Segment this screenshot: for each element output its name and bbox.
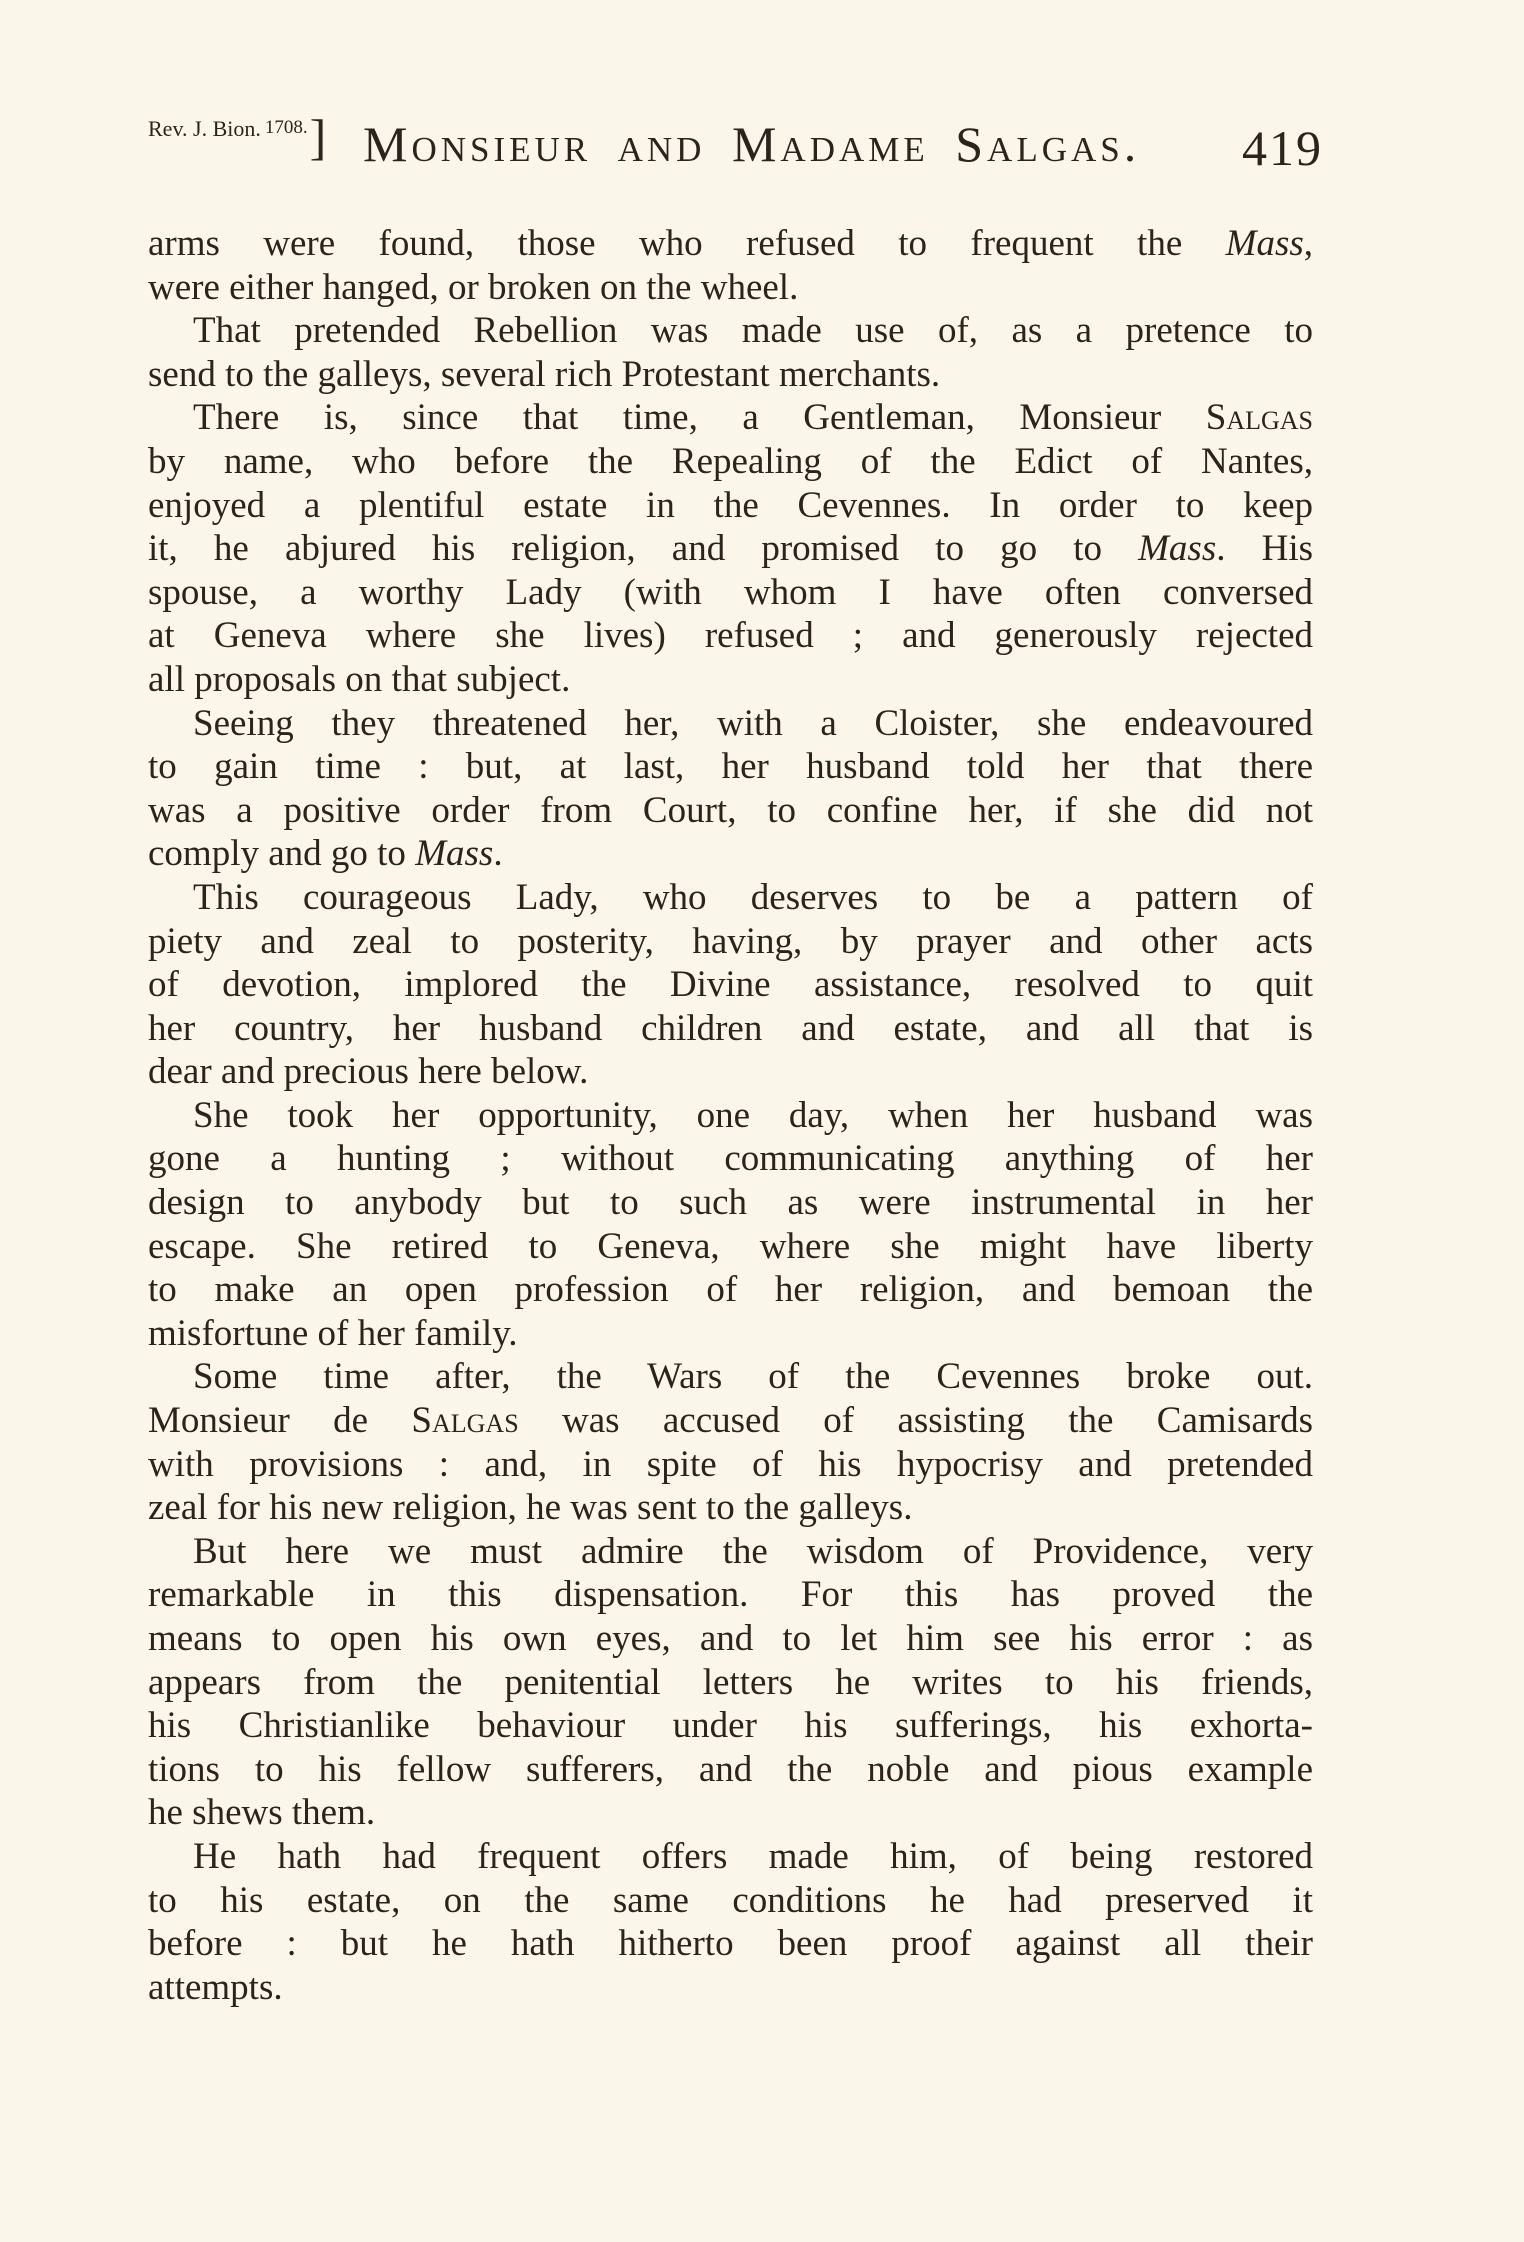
text-run: arms were found, those who refused to frequent the: [148, 223, 1226, 264]
text-line: [148, 1137, 1313, 1181]
text-line: [148, 1966, 1313, 2010]
text-line: [148, 1007, 1313, 1051]
text-line: [148, 1050, 1313, 1094]
text-run: send to the galleys, several rich Protestant merchants.: [148, 353, 941, 395]
text-line: [148, 222, 1313, 266]
text-run: But here we must admire the wisdom of Providence, very: [193, 1530, 1313, 1572]
page-number: 419: [1242, 120, 1323, 176]
text-run: all proposals on that subject.: [148, 658, 571, 700]
text-run: piety and zeal to posterity, having, by prayer and other acts: [148, 920, 1313, 962]
text-run: her country, her husband children and estate, and all that is: [148, 1007, 1313, 1049]
text-run: Some time after, the Wars of the Cevennes broke out.: [193, 1356, 1313, 1398]
text-run: .: [493, 833, 503, 875]
text-run: This courageous Lady, who deserves to be a pattern of: [193, 876, 1313, 918]
text-run: attempts.: [148, 1966, 283, 2008]
text-line: [148, 266, 1313, 310]
text-run: misfortune of her family.: [148, 1312, 518, 1354]
text-run: gone a hunting ; without communicating anything of her: [148, 1138, 1313, 1180]
text-line: [148, 309, 1313, 353]
text-run: . His: [1216, 528, 1314, 570]
marginal-note: [148, 109, 327, 165]
text-line: [148, 1181, 1313, 1225]
text-run: was accused of assisting the Camisards: [518, 1400, 1313, 1442]
text-run: were either hanged, or broken on the wheel.: [148, 266, 799, 308]
text-line: [148, 1486, 1313, 1530]
text-line: [148, 1225, 1313, 1269]
text-line: [148, 353, 1313, 397]
text-line: [148, 1791, 1313, 1835]
text-run: escape. She retired to Geneva, where she might have liberty: [148, 1225, 1313, 1267]
text-line: [148, 1835, 1313, 1879]
text-run: spouse, a worthy Lady (with whom I have often conversed: [148, 571, 1313, 613]
text-line: [148, 832, 1313, 876]
text-line: [148, 1312, 1313, 1356]
bracket-mark: ]: [309, 109, 327, 165]
text-line: [148, 876, 1313, 920]
text-run: He hath had frequent offers made him, of being restored: [193, 1835, 1313, 1877]
text-run: of devotion, implored the Divine assistance, resolved to quit: [148, 964, 1313, 1006]
text-run: comply and go to: [148, 833, 416, 875]
text-run: his Christianlike behaviour under his sufferings, his exhorta-: [148, 1705, 1313, 1747]
text-line: [148, 658, 1313, 702]
text-run: enjoyed a plentiful estate in the Cevennes. In order to keep: [148, 484, 1313, 526]
text-line: [148, 1399, 1313, 1443]
text-line: [148, 1617, 1313, 1661]
text-run: dear and precious here below.: [148, 1051, 589, 1093]
text-line: [148, 1748, 1313, 1792]
text-run: ,: [1303, 223, 1313, 264]
text-run: She took her opportunity, one day, when her husband was: [193, 1094, 1313, 1136]
text-run: remarkable in this dispensation. For this has proved the: [148, 1574, 1313, 1616]
text-line: [148, 1443, 1313, 1487]
text-run: with provisions : and, in spite of his hypocrisy and pretended: [148, 1443, 1313, 1485]
text-line: [148, 484, 1313, 528]
text-line: [148, 745, 1313, 789]
text-line: [148, 1530, 1313, 1574]
text-run: That pretended Rebellion was made use of, as a pretence to: [193, 310, 1313, 352]
running-title: Monsieur and Madame Salgas.: [363, 116, 1141, 172]
text-run: was a positive order from Court, to confine her, if she did not: [148, 789, 1313, 831]
year-note: 1708.: [264, 117, 308, 138]
text-line: [148, 1661, 1313, 1705]
small-caps-name: Salgas: [1205, 397, 1313, 439]
text-run: There is, since that time, a Gentleman, Monsieur: [193, 397, 1206, 439]
author-note: Rev. J. Bion.: [148, 116, 261, 141]
text-run: it, he abjured his religion, and promised to go to: [148, 528, 1139, 570]
text-run: to gain time : but, at last, her husband told her that there: [148, 746, 1313, 788]
text-line: [148, 1879, 1313, 1923]
text-run: tions to his fellow sufferers, and the noble and pious example: [148, 1748, 1313, 1790]
text-line: [148, 1922, 1313, 1966]
text-line: [148, 1355, 1313, 1399]
small-caps-name: Salgas: [411, 1400, 519, 1442]
text-run: design to anybody but to such as were instrumental in her: [148, 1182, 1313, 1224]
italic-word: Mass: [415, 833, 494, 875]
text-run: to make an open profession of her religion, and bemoan the: [148, 1269, 1313, 1311]
text-run: at Geneva where she lives) refused ; and generously rejected: [148, 615, 1313, 657]
text-run: before : but he hath hitherto been proof against all their: [148, 1923, 1313, 1965]
text-run: means to open his own eyes, and to let him see his error : as: [148, 1618, 1313, 1659]
text-run: Seeing they threatened her, with a Cloister, she endeavoured: [193, 702, 1313, 744]
text-line: [148, 614, 1313, 658]
italic-word: Mass: [1138, 528, 1217, 570]
italic-word: Mass: [1225, 223, 1304, 264]
text-line: [148, 396, 1313, 440]
text-line: [148, 920, 1313, 964]
text-line: [148, 1094, 1313, 1138]
text-line: [148, 440, 1313, 484]
text-run: appears from the penitential letters he writes to his friends,: [148, 1661, 1313, 1703]
text-run: he shews them.: [148, 1792, 376, 1834]
text-line: [148, 1268, 1313, 1312]
text-run: zeal for his new religion, he was sent to the galleys.: [148, 1487, 913, 1529]
text-run: Monsieur de: [148, 1400, 412, 1442]
page-header: [148, 109, 1323, 182]
text-line: [148, 702, 1313, 746]
text-line: [148, 571, 1313, 615]
text-run: to his estate, on the same conditions he had preserved it: [148, 1879, 1313, 1921]
text-line: [148, 789, 1313, 833]
text-line: [148, 1704, 1313, 1748]
text-line: [148, 527, 1313, 571]
text-run: by name, who before the Repealing of the Edict of Nantes,: [148, 440, 1313, 482]
text-line: [148, 1573, 1313, 1617]
text-line: [148, 963, 1313, 1007]
body-text: [148, 222, 1313, 2009]
